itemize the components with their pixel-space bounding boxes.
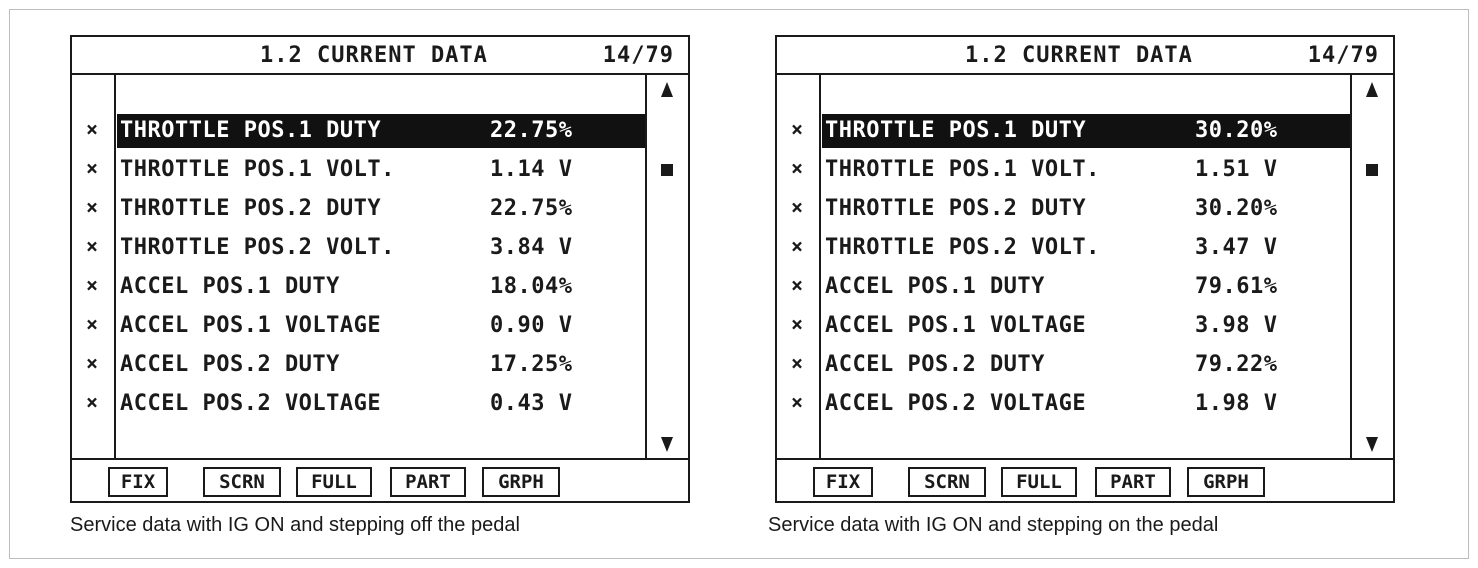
row-value: 0.43 V (490, 391, 573, 416)
part-button[interactable]: PART (1095, 467, 1171, 497)
data-row[interactable] (72, 192, 647, 226)
grph-button[interactable]: GRPH (482, 467, 560, 497)
row-label: THROTTLE POS.1 VOLT. (825, 157, 1100, 182)
scroll-down-arrow-icon[interactable] (1366, 437, 1378, 452)
row-label: THROTTLE POS.2 DUTY (825, 196, 1087, 221)
title-bar (777, 37, 1393, 75)
asterisk-mark-icon: × (86, 351, 99, 375)
data-row[interactable] (777, 309, 1352, 343)
screen-title: 1.2 CURRENT DATA (965, 43, 1193, 68)
asterisk-mark-icon: × (791, 195, 804, 219)
row-value: 22.75% (490, 118, 573, 143)
caption-right: Service data with IG ON and stepping on the pedal (768, 514, 1219, 536)
data-row[interactable] (72, 387, 647, 421)
scroll-thumb-icon[interactable] (661, 164, 673, 176)
button-bar-divider (72, 458, 688, 460)
row-value: 3.47 V (1195, 235, 1278, 260)
row-value: 79.22% (1195, 352, 1278, 377)
row-value: 79.61% (1195, 274, 1278, 299)
data-row[interactable] (777, 387, 1352, 421)
screen-title: 1.2 CURRENT DATA (260, 43, 488, 68)
asterisk-mark-icon: × (86, 273, 99, 297)
row-value: 1.14 V (490, 157, 573, 182)
scan-tool-screen-left (70, 35, 690, 503)
data-row[interactable] (72, 114, 647, 148)
asterisk-mark-icon: × (791, 117, 804, 141)
row-label: THROTTLE POS.2 DUTY (120, 196, 382, 221)
row-label: ACCEL POS.2 DUTY (120, 352, 340, 377)
scrn-button[interactable]: SCRN (908, 467, 986, 497)
data-row[interactable] (777, 153, 1352, 187)
row-value: 17.25% (490, 352, 573, 377)
data-row[interactable] (777, 270, 1352, 304)
asterisk-mark-icon: × (791, 156, 804, 180)
row-label: ACCEL POS.1 VOLTAGE (825, 313, 1087, 338)
fix-button[interactable]: FIX (108, 467, 168, 497)
row-label: ACCEL POS.1 DUTY (825, 274, 1045, 299)
scan-tool-screen-right (775, 35, 1395, 503)
scroll-up-arrow-icon[interactable] (661, 82, 673, 97)
button-bar-divider (777, 458, 1393, 460)
row-label: THROTTLE POS.2 VOLT. (120, 235, 395, 260)
scroll-thumb-icon[interactable] (1366, 164, 1378, 176)
row-label: THROTTLE POS.1 VOLT. (120, 157, 395, 182)
asterisk-mark-icon: × (86, 390, 99, 414)
asterisk-mark-icon: × (791, 390, 804, 414)
scroll-down-arrow-icon[interactable] (661, 437, 673, 452)
fix-button[interactable]: FIX (813, 467, 873, 497)
title-bar (72, 37, 688, 75)
row-label: THROTTLE POS.1 DUTY (825, 118, 1087, 143)
data-row[interactable] (72, 270, 647, 304)
part-button[interactable]: PART (390, 467, 466, 497)
row-value: 30.20% (1195, 118, 1278, 143)
row-label: ACCEL POS.1 DUTY (120, 274, 340, 299)
row-value: 0.90 V (490, 313, 573, 338)
page-indicator: 14/79 (1307, 43, 1379, 68)
data-row[interactable] (72, 348, 647, 382)
data-row[interactable] (777, 192, 1352, 226)
data-row[interactable] (777, 348, 1352, 382)
caption-left: Service data with IG ON and stepping off the pedal (70, 514, 520, 536)
scroll-up-arrow-icon[interactable] (1366, 82, 1378, 97)
asterisk-mark-icon: × (86, 195, 99, 219)
row-value: 1.98 V (1195, 391, 1278, 416)
row-value: 18.04% (490, 274, 573, 299)
asterisk-mark-icon: × (791, 351, 804, 375)
page-indicator: 14/79 (602, 43, 674, 68)
asterisk-mark-icon: × (791, 273, 804, 297)
row-value: 3.84 V (490, 235, 573, 260)
row-label: ACCEL POS.2 VOLTAGE (825, 391, 1087, 416)
row-label: ACCEL POS.2 VOLTAGE (120, 391, 382, 416)
asterisk-mark-icon: × (791, 312, 804, 336)
row-value: 3.98 V (1195, 313, 1278, 338)
data-row[interactable] (777, 231, 1352, 265)
asterisk-mark-icon: × (86, 156, 99, 180)
row-value: 30.20% (1195, 196, 1278, 221)
row-label: ACCEL POS.2 DUTY (825, 352, 1045, 377)
row-label: ACCEL POS.1 VOLTAGE (120, 313, 382, 338)
data-row[interactable] (72, 231, 647, 265)
full-button[interactable]: FULL (296, 467, 372, 497)
full-button[interactable]: FULL (1001, 467, 1077, 497)
data-row[interactable] (72, 309, 647, 343)
asterisk-mark-icon: × (791, 234, 804, 258)
grph-button[interactable]: GRPH (1187, 467, 1265, 497)
row-label: THROTTLE POS.1 DUTY (120, 118, 382, 143)
asterisk-mark-icon: × (86, 312, 99, 336)
row-label: THROTTLE POS.2 VOLT. (825, 235, 1100, 260)
data-row[interactable] (72, 153, 647, 187)
row-value: 22.75% (490, 196, 573, 221)
scrn-button[interactable]: SCRN (203, 467, 281, 497)
data-row[interactable] (777, 114, 1352, 148)
asterisk-mark-icon: × (86, 234, 99, 258)
row-value: 1.51 V (1195, 157, 1278, 182)
asterisk-mark-icon: × (86, 117, 99, 141)
